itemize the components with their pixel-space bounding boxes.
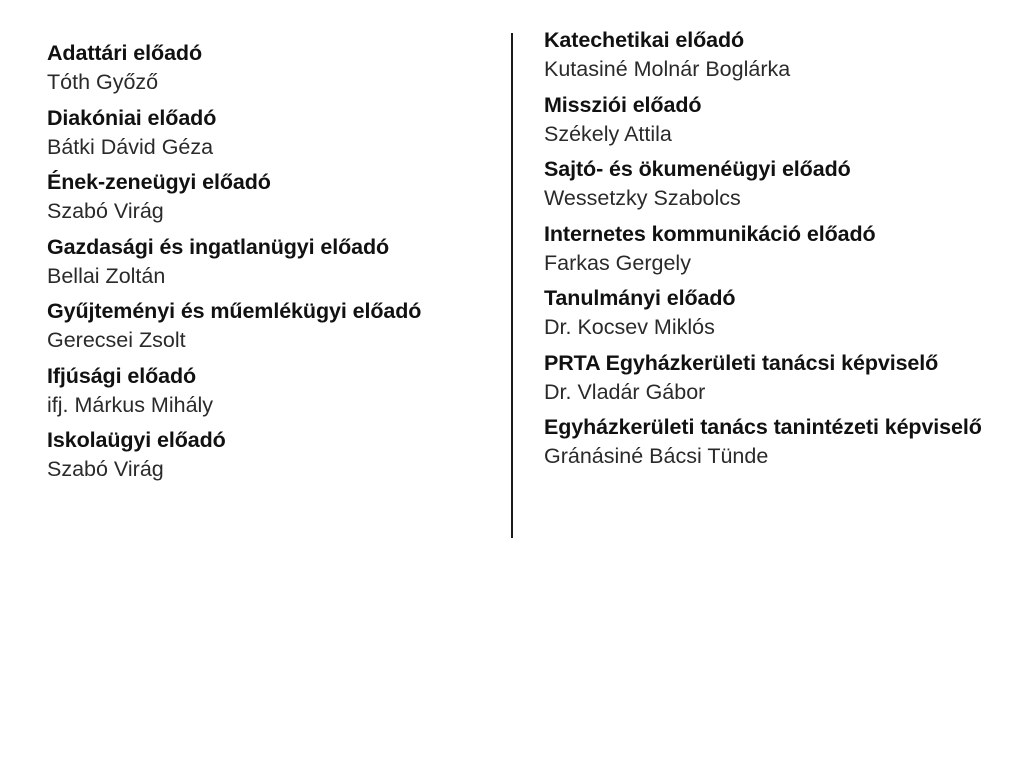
person-name: Tóth Győző (47, 70, 159, 94)
role-title: Gyűjteményi és műemlékügyi előadó (47, 299, 422, 323)
person-name: Gerecsei Zsolt (47, 328, 186, 352)
entry-prta (544, 349, 1004, 407)
role-title: PRTA Egyházkerületi tanácsi képviselő (544, 350, 939, 375)
role-title: Katechetikai előadó (544, 28, 745, 52)
person-name: Wessetzky Szabolcs (544, 186, 741, 210)
entry-adattari (47, 39, 487, 97)
entry-diakoniai (47, 104, 487, 162)
person-name: Székely Attila (544, 121, 672, 146)
entry-gyujtemenyi (47, 297, 487, 355)
entry-tanintezeti (544, 413, 1004, 471)
person-name: Kutasiné Molnár Boglárka (544, 57, 791, 81)
person-name: ifj. Márkus Mihály (47, 392, 214, 417)
column-divider (511, 33, 513, 538)
right-column (544, 26, 1004, 478)
role-title: Gazdasági és ingatlanügyi előadó (47, 234, 390, 259)
person-name: Szabó Virág (47, 199, 164, 223)
role-title: Tanulmányi előadó (544, 286, 736, 310)
person-name: Dr. Kocsev Miklós (544, 315, 715, 339)
role-title: Ifjúsági előadó (47, 363, 197, 388)
role-title: Egyházkerületi tanács tanintézeti képviselő (544, 415, 982, 439)
role-title: Sajtó- és ökumenéügyi előadó (544, 157, 851, 181)
entry-tanulmanyi (544, 284, 1004, 342)
entry-iskolaugyi (47, 426, 487, 484)
entry-katechetikai (544, 26, 1004, 84)
person-name: Dr. Vladár Gábor (544, 379, 706, 404)
role-title: Iskolaügyi előadó (47, 428, 226, 452)
entry-ifjusagi (47, 362, 487, 420)
person-name: Gránásiné Bácsi Tünde (544, 444, 769, 468)
entry-gazdasagi (47, 233, 487, 291)
role-title: Diakóniai előadó (47, 105, 217, 130)
person-name: Bátki Dávid Géza (47, 134, 214, 159)
entry-internetes (544, 220, 1004, 278)
person-name: Szabó Virág (47, 457, 164, 481)
role-title: Missziói előadó (544, 92, 702, 117)
left-column (47, 39, 487, 491)
person-name: Farkas Gergely (544, 250, 691, 275)
entry-enek-zeneugyi (47, 168, 487, 226)
person-name: Bellai Zoltán (47, 263, 166, 288)
role-title: Adattári előadó (47, 41, 202, 65)
role-title: Internetes kommunikáció előadó (544, 221, 876, 246)
role-title: Ének-zeneügyi előadó (47, 170, 271, 194)
entry-sajto (544, 155, 1004, 213)
entry-missziói (544, 91, 1004, 149)
